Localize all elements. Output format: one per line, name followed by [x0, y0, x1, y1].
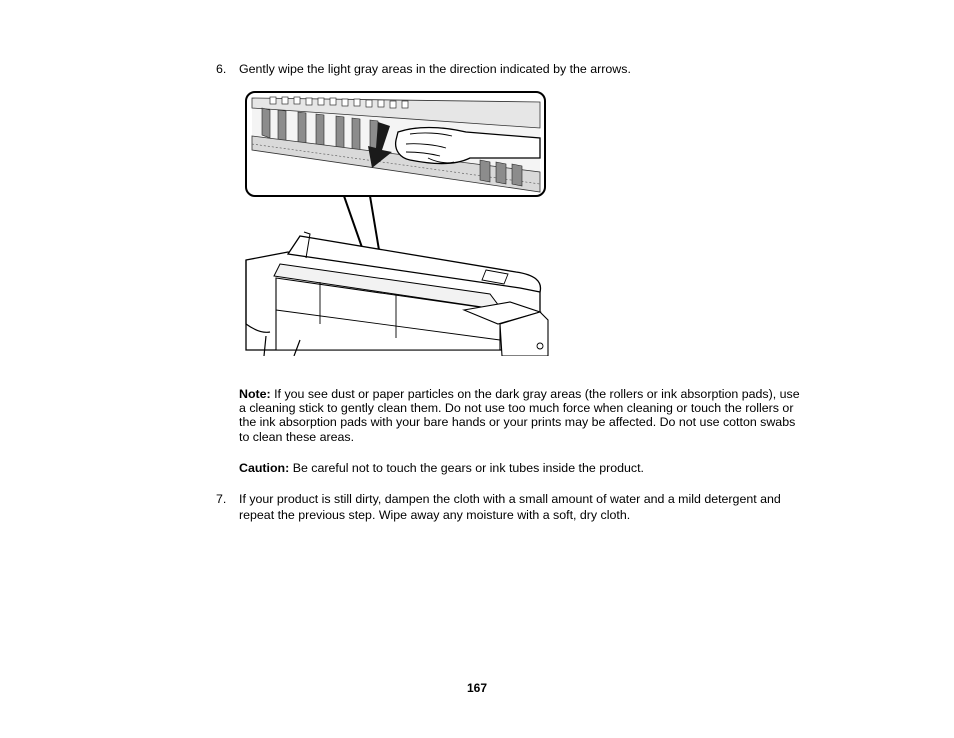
note-text: If you see dust or paper particles on the dark gray areas (the rollers or ink absorption pads), use a cleaning stick to gently clean them. Do not use too much force when cleaning or touch the rollers or the ink absorption pads with your bare hands or your prints may be affected. Do not use cotton swabs to clean these areas. — [239, 387, 800, 444]
caution-text: Be careful not to touch the gears or ink tubes inside the product. — [289, 461, 644, 475]
step-number: 7. — [216, 492, 227, 506]
caution-paragraph — [239, 461, 809, 475]
caution-label: Caution: — [239, 461, 290, 475]
step-number: 6. — [216, 62, 227, 76]
page-number: 167 — [466, 681, 488, 695]
note-paragraph — [239, 387, 809, 444]
note-label: Note: — [239, 387, 271, 401]
printer-cleaning-illustration — [240, 88, 552, 356]
step-text: Gently wipe the light gray areas in the direction indicated by the arrows. — [239, 62, 631, 76]
step-text: If your product is still dirty, dampen the cloth with a small amount of water and a mild detergent and repeat the previous step. Wipe away any moisture with a soft, dry cloth. — [239, 492, 781, 522]
